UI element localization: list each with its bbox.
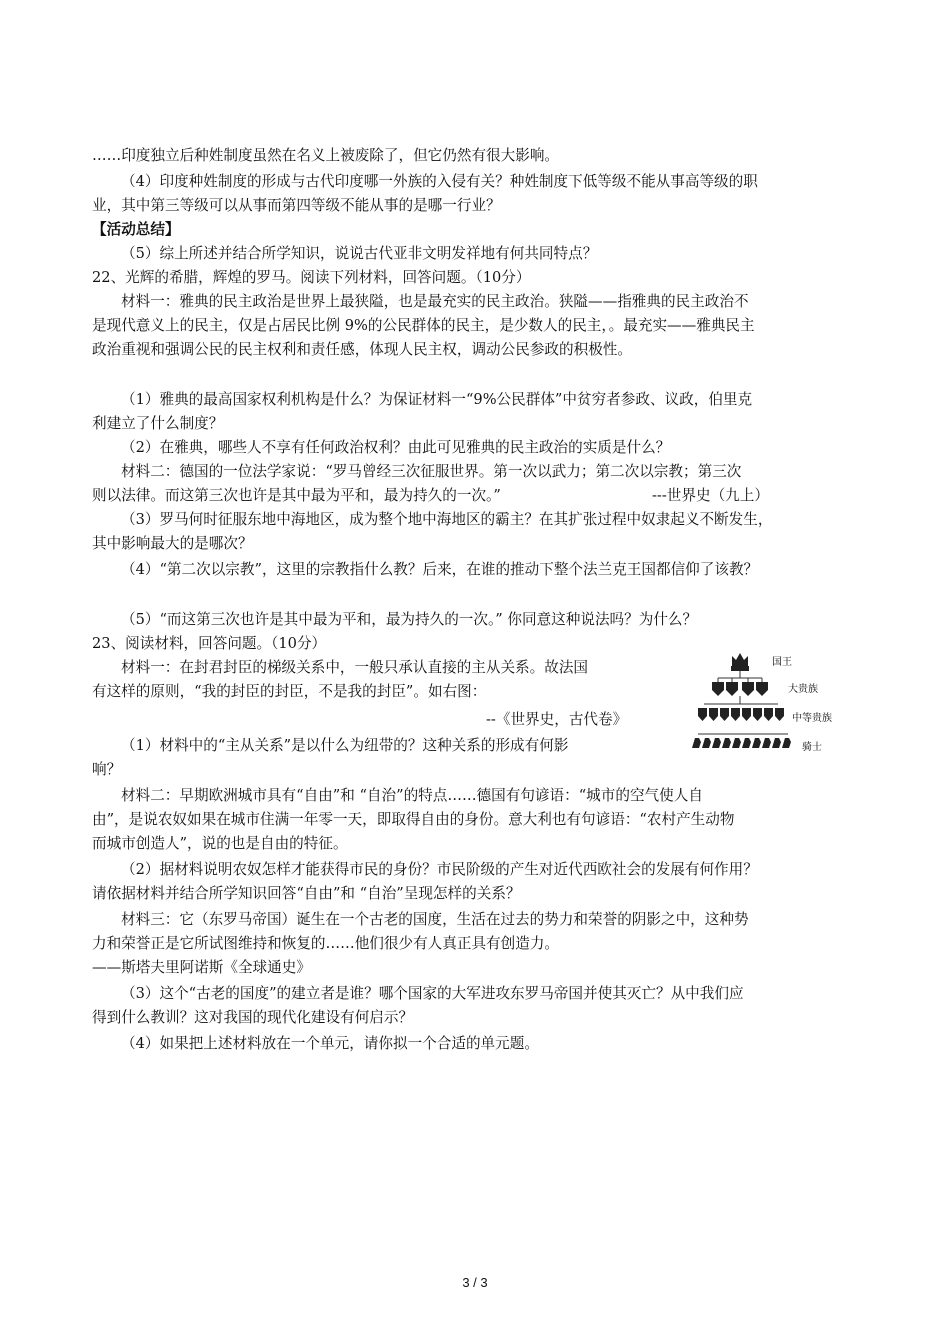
knight-figures: [692, 738, 791, 748]
question-line: （1）雅典的最高国家权利机构是什么？为保证材料一“9%公民群体”中贫穷者参政、议政，伯里克: [121, 391, 753, 408]
material-line: 材料二：早期欧洲城市具有“自由”和 “自治”的特点……德国有句谚语：“城市的空气使人自: [121, 787, 703, 804]
material-line: 材料一：在封君封臣的梯级关系中，一般只承认直接的主从关系。故法国: [121, 659, 589, 676]
label-king: 国王: [772, 657, 792, 668]
label-knights: 骑士: [802, 742, 822, 753]
question-line: （2）据材料说明农奴怎样才能获得市民的身份？市民阶级的产生对近代西欧社会的发展有何作用？: [121, 861, 758, 878]
question-line: （4）“第二次以宗教”，这里的宗教指什么教？后来，在谁的推动下整个法兰克王国都信仰了该教？: [121, 561, 759, 578]
material-line: 材料三：它（东罗马帝国）诞生在一个古老的国度，生活在过去的势力和荣誉的阴影之中，这种势: [121, 911, 749, 928]
material-line: 材料一：雅典的民主政治是世界上最狭隘，也是最充实的民主政治。狭隘——指雅典的民主政治不: [121, 293, 749, 310]
page-number: 3 / 3: [462, 1275, 488, 1290]
question-line: 其中影响最大的是哪次？: [92, 535, 253, 552]
label-middle-nobles: 中等贵族: [792, 713, 832, 724]
question-line: （3）罗马何时征服东地中海地区，成为整个地中海地区的霸主？在其扩张过程中奴隶起义不断发生，: [121, 511, 773, 528]
question-title: 23、阅读材料，回答问题。（10分）: [92, 635, 327, 652]
question-line: （5）综上所述并结合所学知识，说说古代亚非文明发祥地有何共同特点？: [121, 245, 598, 262]
hierarchy-connectors: [698, 671, 788, 734]
question-title: 22、光辉的希腊，辉煌的罗马。阅读下列材料，回答问题。（10分）: [92, 269, 531, 286]
material-line: 政治重视和强调公民的民主权利和责任感，体现人民主权，调动公民参政的积极性。: [92, 341, 632, 358]
question-line: （1）材料中的“主从关系”是以什么为纽带的？这种关系的形成有何影: [121, 737, 569, 754]
question-line: （5）“而这第三次也许是其中最为平和，最为持久的一次。” 你同意这种说法吗？为什么？: [121, 611, 698, 628]
material-line: 而城市创造人”，说的也是自由的特征。: [92, 835, 348, 852]
question-line: 请依据材料并结合所学知识回答“自由”和 “自治”呈现怎样的关系？: [92, 885, 521, 902]
question-line: 响？: [92, 761, 122, 778]
middle-noble-shields: [698, 708, 784, 721]
source-citation: --《世界史，古代卷》: [486, 711, 628, 728]
source-citation: ——斯塔夫里阿诺斯《全球通史》: [92, 959, 311, 976]
material-line: 有这样的原则，“我的封臣的封臣，不是我的封臣”。如右图：: [92, 683, 487, 700]
section-heading: 【活动总结】: [92, 221, 180, 238]
material-line: 材料二：德国的一位法学家说：“罗马曾经三次征服世界。第一次以武力；第二次以宗教；第三次: [121, 463, 742, 480]
material-line: 则以法律。而这第三次也许是其中最为平和，最为持久的一次。”: [92, 487, 501, 504]
question-line: 利建立了什么制度？: [92, 415, 224, 432]
question-line: 得到什么教训？这对我国的现代化建设有何启示？: [92, 1009, 414, 1026]
question-line: （4）如果把上述材料放在一个单元，请你拟一个合适的单元题。: [121, 1035, 539, 1052]
source-citation: ---世界史（九上）: [652, 487, 769, 504]
label-great-nobles: 大贵族: [788, 684, 818, 695]
question-line: （3）这个“古老的国度”的建立者是谁？哪个国家的大军进攻东罗马帝国并使其灭亡？从中我们应: [121, 985, 744, 1002]
question-line: 业，其中第三等级可以从事而第四等级不能从事的是哪一行业？: [92, 197, 501, 214]
feudal-hierarchy-figure: [688, 648, 860, 758]
material-line: 是现代意义上的民主，仅是占居民比例 9%的公民群体的民主，是少数人的民主，。最充实——雅典民主: [92, 317, 755, 334]
crown-icon: [731, 653, 749, 671]
material-line: 由”，是说农奴如果在城市住满一年零一天，即取得自由的身份。意大利也有句谚语：“农村产生动物: [92, 811, 735, 828]
great-noble-shields: [712, 682, 768, 696]
question-line: （4）印度种姓制度的形成与古代印度哪一外族的入侵有关？种姓制度下低等级不能从事高等级的职: [121, 173, 758, 190]
question-line: （2）在雅典，哪些人不享有任何政治权利？由此可见雅典的民主政治的实质是什么？: [121, 439, 671, 456]
text-line: ……印度独立后种姓制度虽然在名义上被废除了，但它仍然有很大影响。: [92, 147, 560, 164]
material-line: 力和荣誉正是它所试图维持和恢复的……他们很少有人真正具有创造力。: [92, 935, 560, 952]
